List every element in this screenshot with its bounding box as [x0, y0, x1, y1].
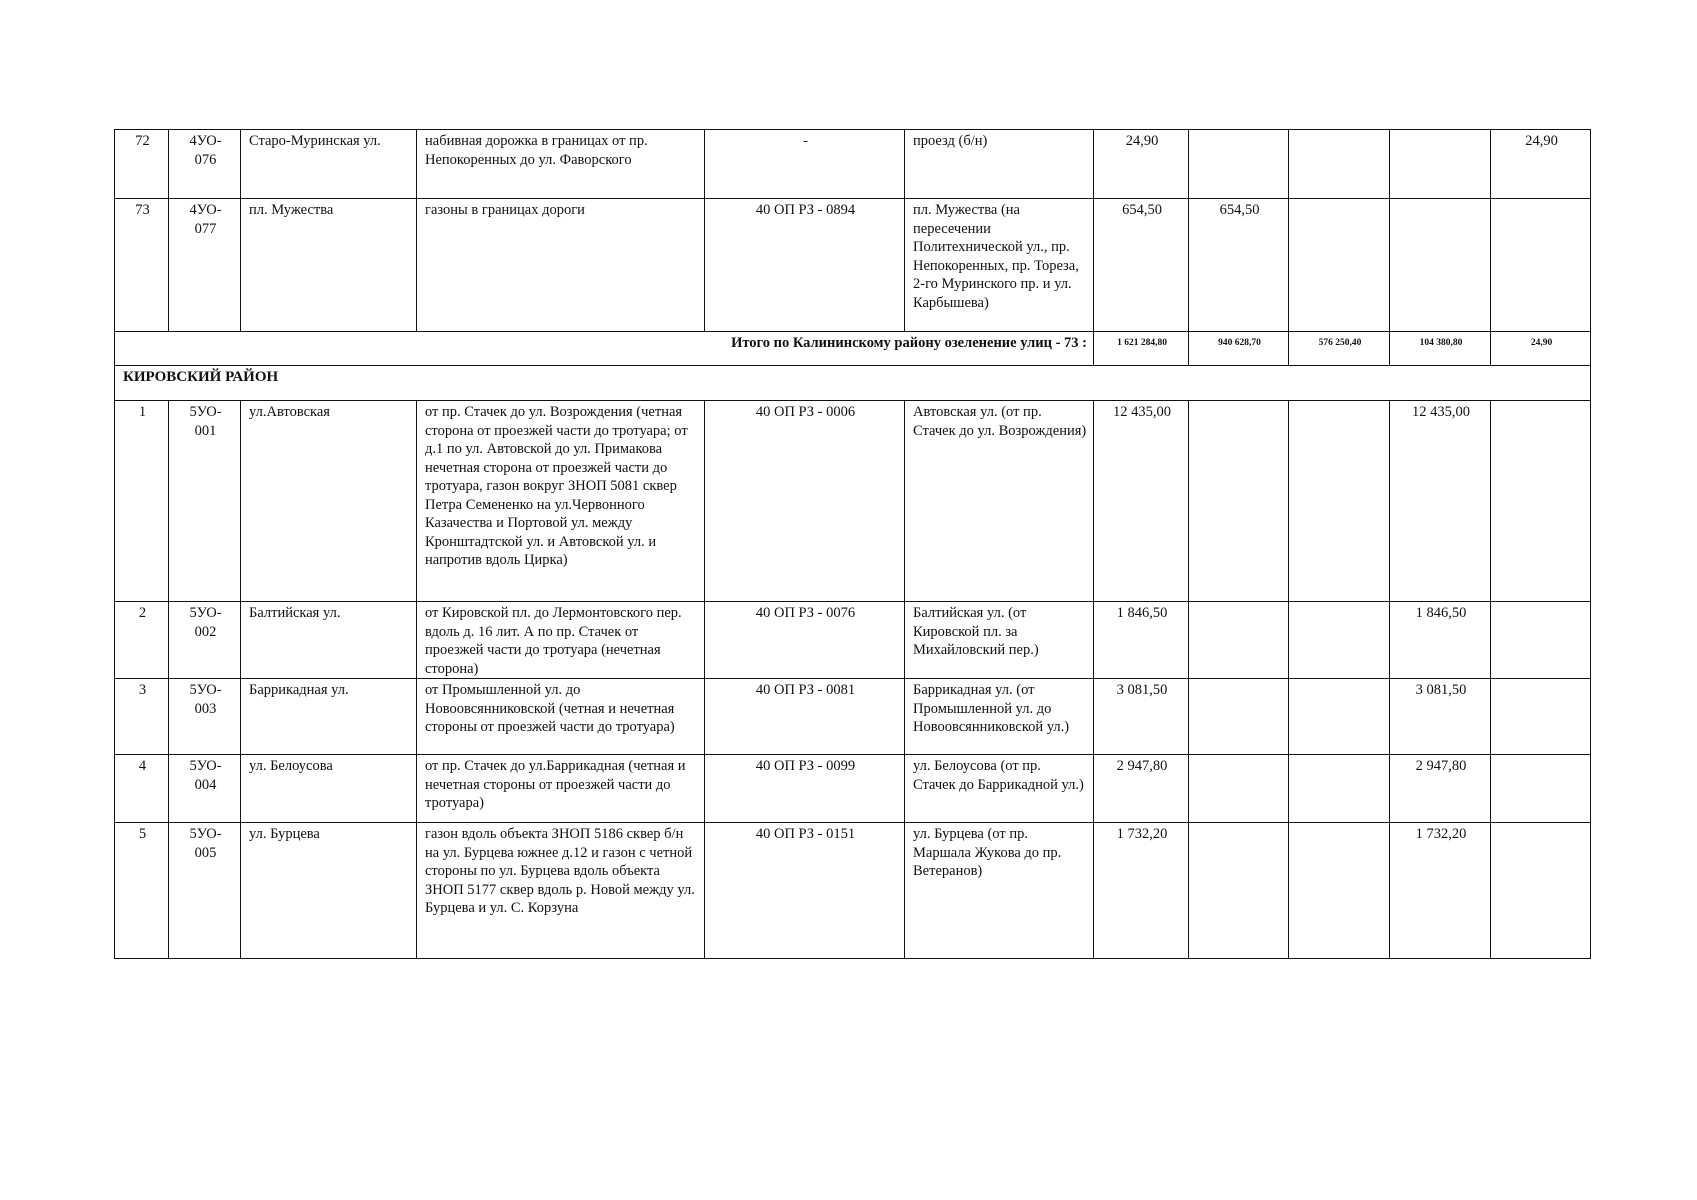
subtotal-v1: 940 628,70 — [1189, 332, 1289, 366]
cell-street: Балтийская ул. — [241, 602, 417, 679]
table-row — [115, 755, 1591, 823]
cell-street: Баррикадная ул. — [241, 679, 417, 755]
cell-code: 5УО- 005 — [169, 823, 241, 959]
section-title: КИРОВСКИЙ РАЙОН — [115, 366, 1591, 401]
subtotal-label: Итого по Калининскому району озеленение улиц - 73 : — [115, 332, 1094, 366]
cell-v2 — [1289, 823, 1390, 959]
cell-v3: 1 846,50 — [1390, 602, 1491, 679]
cell-v4 — [1491, 401, 1591, 602]
cell-v4 — [1491, 679, 1591, 755]
cell-v1: 654,50 — [1189, 199, 1289, 332]
cell-num: 5 — [115, 823, 169, 959]
cell-road-name: Автовская ул. (от пр. Стачек до ул. Возрождения) — [905, 401, 1094, 602]
cell-code: 4УО- 076 — [169, 130, 241, 199]
register-table — [114, 129, 1591, 959]
cell-num: 73 — [115, 199, 169, 332]
cell-v4 — [1491, 602, 1591, 679]
cell-total: 2 947,80 — [1094, 755, 1189, 823]
cell-description: газон вдоль объекта ЗНОП 5186 сквер б/н на ул. Бурцева южнее д.12 и газон с четной стороны по ул. Бурцева вдоль объекта ЗНОП 5177 сквер вдоль р. Новой между ул. Бурцева и ул. С. Корзуна — [417, 823, 705, 959]
section-row — [115, 366, 1591, 401]
cell-road-id: 40 ОП РЗ - 0006 — [705, 401, 905, 602]
cell-description: от пр. Стачек до ул.Баррикадная (четная и нечетная стороны от проезжей части до тротуара) — [417, 755, 705, 823]
subtotal-total: 1 621 284,80 — [1094, 332, 1189, 366]
cell-v1 — [1189, 602, 1289, 679]
cell-num: 2 — [115, 602, 169, 679]
cell-v4 — [1491, 199, 1591, 332]
kirovsky-rows — [115, 401, 1591, 959]
cell-road-name: Баррикадная ул. (от Промышленной ул. до Новоовсянниковской ул.) — [905, 679, 1094, 755]
cell-road-id: 40 ОП РЗ - 0894 — [705, 199, 905, 332]
cell-code: 5УО- 003 — [169, 679, 241, 755]
cell-v3: 2 947,80 — [1390, 755, 1491, 823]
cell-num: 1 — [115, 401, 169, 602]
cell-v3 — [1390, 130, 1491, 199]
cell-v1 — [1189, 755, 1289, 823]
table-row — [115, 679, 1591, 755]
cell-v3 — [1390, 199, 1491, 332]
subtotal-row — [115, 332, 1591, 366]
cell-total: 24,90 — [1094, 130, 1189, 199]
cell-total: 1 732,20 — [1094, 823, 1189, 959]
cell-description: от пр. Стачек до ул. Возрождения (четная сторона от проезжей части до тротуара; от д.1 по ул. Автовской до ул. Примакова нечетная сторона от проезжей части до тротуара, газон вокруг ЗНОП 5081 сквер Петра Семененко на ул.Червонного Казачества и Портовой ул. между Кронштадтской ул. и Автовской ул. и напротив вдоль Цирка) — [417, 401, 705, 602]
cell-code: 5УО- 001 — [169, 401, 241, 602]
cell-street: ул. Бурцева — [241, 823, 417, 959]
cell-total: 3 081,50 — [1094, 679, 1189, 755]
kalininsky-rows — [115, 130, 1591, 332]
cell-v2 — [1289, 199, 1390, 332]
cell-v1 — [1189, 401, 1289, 602]
cell-v1 — [1189, 679, 1289, 755]
cell-road-name: ул. Белоусова (от пр. Стачек до Баррикадной ул.) — [905, 755, 1094, 823]
cell-road-id: 40 ОП РЗ - 0099 — [705, 755, 905, 823]
cell-v3: 1 732,20 — [1390, 823, 1491, 959]
cell-code: 5УО- 004 — [169, 755, 241, 823]
cell-v2 — [1289, 679, 1390, 755]
cell-v4 — [1491, 823, 1591, 959]
subtotal-v3: 104 380,80 — [1390, 332, 1491, 366]
cell-street: пл. Мужества — [241, 199, 417, 332]
cell-num: 3 — [115, 679, 169, 755]
cell-total: 12 435,00 — [1094, 401, 1189, 602]
cell-num: 4 — [115, 755, 169, 823]
cell-description: набивная дорожка в границах от пр. Непокоренных до ул. Фаворского — [417, 130, 705, 199]
cell-v2 — [1289, 755, 1390, 823]
cell-road-id: - — [705, 130, 905, 199]
cell-road-id: 40 ОП РЗ - 0151 — [705, 823, 905, 959]
cell-v2 — [1289, 602, 1390, 679]
cell-road-name: проезд (б/н) — [905, 130, 1094, 199]
cell-v3: 3 081,50 — [1390, 679, 1491, 755]
cell-total: 654,50 — [1094, 199, 1189, 332]
cell-total: 1 846,50 — [1094, 602, 1189, 679]
cell-code: 4УО- 077 — [169, 199, 241, 332]
cell-v1 — [1189, 823, 1289, 959]
cell-road-id: 40 ОП РЗ - 0076 — [705, 602, 905, 679]
cell-description: газоны в границах дороги — [417, 199, 705, 332]
cell-street: ул.Автовская — [241, 401, 417, 602]
cell-v4: 24,90 — [1491, 130, 1591, 199]
cell-v2 — [1289, 130, 1390, 199]
cell-code: 5УО- 002 — [169, 602, 241, 679]
subtotal-v2: 576 250,40 — [1289, 332, 1390, 366]
cell-description: от Кировской пл. до Лермонтовского пер. вдоль д. 16 лит. А по пр. Стачек от проезжей части до тротуара (нечетная сторона) — [417, 602, 705, 679]
cell-v2 — [1289, 401, 1390, 602]
cell-road-name: ул. Бурцева (от пр. Маршала Жукова до пр. Ветеранов) — [905, 823, 1094, 959]
cell-v1 — [1189, 130, 1289, 199]
cell-road-id: 40 ОП РЗ - 0081 — [705, 679, 905, 755]
cell-description: от Промышленной ул. до Новоовсянниковской (четная и нечетная стороны от проезжей части до тротуара) — [417, 679, 705, 755]
cell-num: 72 — [115, 130, 169, 199]
cell-v3: 12 435,00 — [1390, 401, 1491, 602]
cell-street: ул. Белоусова — [241, 755, 417, 823]
subtotal-v4: 24,90 — [1491, 332, 1591, 366]
table-row — [115, 130, 1591, 199]
table-row — [115, 199, 1591, 332]
cell-road-name: пл. Мужества (на пересечении Политехнической ул., пр. Непокоренных, пр. Тореза, 2-го Муринского пр. и ул. Карбышева) — [905, 199, 1094, 332]
table-row — [115, 602, 1591, 679]
table-row — [115, 401, 1591, 602]
cell-v4 — [1491, 755, 1591, 823]
cell-street: Старо-Муринская ул. — [241, 130, 417, 199]
cell-road-name: Балтийская ул. (от Кировской пл. за Михайловский пер.) — [905, 602, 1094, 679]
table-row — [115, 823, 1591, 959]
